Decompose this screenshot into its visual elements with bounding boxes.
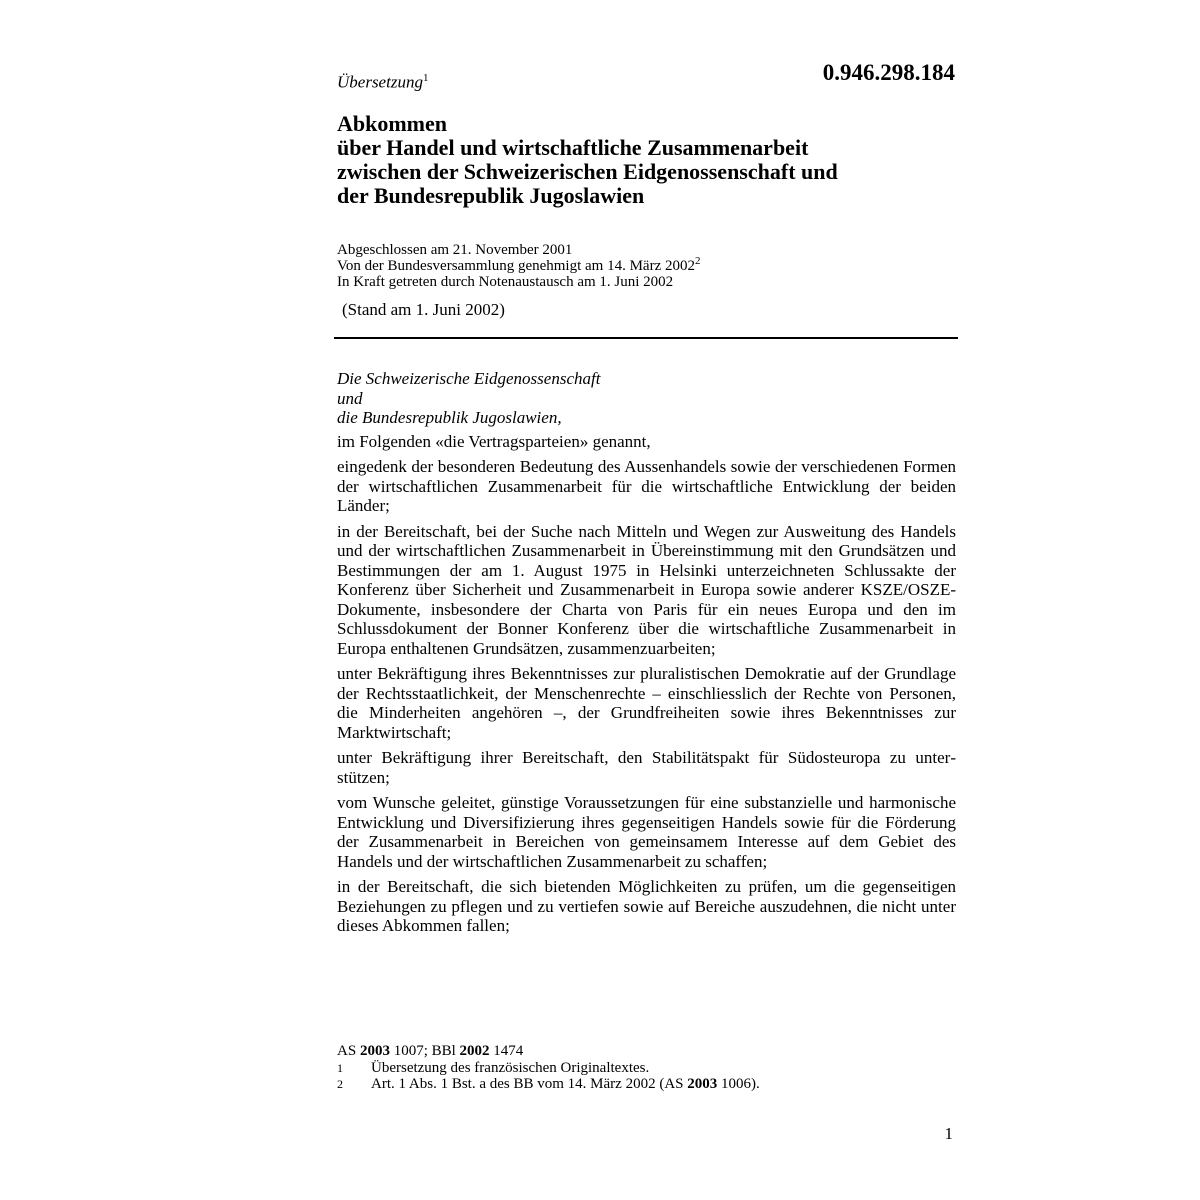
footnote-ref-2[interactable]: 2 <box>695 255 701 267</box>
concluded-date: Abgeschlossen am 21. November 2001 <box>337 242 573 258</box>
source-reference: AS 2003 1007; BBl 2002 1474 <box>337 1043 524 1059</box>
preamble-paragraph: unter Bekräftigung ihres Bekenntnisses zur pluralistischen Demokratie auf der Grundlage der Rechtsstaatlichkeit, der Menschenrechte – einschliesslich der Rechte von Personen, die Minderheiten angehören –, der Grundfreiheiten sowie ihres Bekenntnisses zur Marktwirtschaft; <box>337 664 956 742</box>
document-meta <box>337 242 701 290</box>
footnote-1 <box>337 1060 956 1077</box>
approved-text: Von der Bundesversammlung genehmigt am 14. März 2002 <box>337 258 695 274</box>
translation-text: Übersetzung <box>337 72 423 92</box>
approved-date <box>337 255 701 274</box>
footnote-number: 1 <box>337 1060 343 1075</box>
preamble-paragraph: im Folgenden «die Vertragsparteien» genannt, <box>337 431 651 451</box>
status-date: (Stand am 1. Juni 2002) <box>342 300 505 319</box>
preamble-paragraph: in der Bereitschaft, die sich bietenden Möglichkeiten zu prüfen, um die gegenseitigen Beziehungen zu pflegen und zu vertiefen sowie auf Bereiche auszudehnen, die nicht unter dieses Abkommen fallen; <box>337 877 956 935</box>
footnote-text: Art. 1 Abs. 1 Bst. a des BB vom 14. März 2002 (AS 2003 1006). <box>371 1076 760 1092</box>
title-line: der Bundesrepublik Jugoslawien <box>337 183 645 208</box>
sr-number: 0.946.298.184 <box>822 60 955 85</box>
document-title <box>337 112 977 208</box>
footnote-2 <box>337 1076 956 1093</box>
page-number: 1 <box>944 1124 953 1143</box>
conjunction: und <box>337 388 363 408</box>
party-2: die Bundesrepublik Jugoslawien, <box>337 408 562 427</box>
title-line: zwischen der Schweizerischen Eidgenossenschaft und <box>337 159 838 184</box>
preamble <box>337 369 956 942</box>
preamble-paragraph: unter Bekräftigung ihrer Bereitschaft, den Stabilitätspakt für Südosteuropa zu unterstützen; <box>337 748 956 787</box>
party-1: Die Schweizerische Eidgenossenschaft <box>337 369 601 388</box>
contracting-parties <box>337 369 956 428</box>
preamble-paragraph: in der Bereitschaft, bei der Suche nach Mitteln und Wegen zur Ausweitung des Handels und der wirtschaftlichen Zusammenarbeit in Übereinstimmung mit den Grundsätzen und Bestimmungen der am 1. August 1975 in Helsinki unterzeichneten Schlussakte der Konferenz über Sicherheit und Zusammenarbeit in Europa sowie anderer KSZE/OSZE-Dokumente, insbesondere der Charta von Paris für ein neues Europa und den im Schlussdokument der Bonner Konferenz über die wirtschaftliche Zusammenarbeit in Europa enthaltenen Grundsätzen, zusammenzuarbeiten; <box>337 521 956 658</box>
footnote-number: 2 <box>337 1077 343 1091</box>
in-force-date: In Kraft getreten durch Notenaustausch am 1. Juni 2002 <box>337 274 674 290</box>
footnote-ref-1[interactable]: 1 <box>422 72 429 84</box>
translation-label <box>337 72 428 93</box>
divider <box>334 337 958 339</box>
footnote-text: Übersetzung des französischen Originaltextes. <box>371 1059 650 1076</box>
preamble-paragraph: vom Wunsche geleitet, günstige Voraussetzungen für eine substanzielle und harmonische Entwicklung und Diversifizierung ihres gegenseitigen Handels sowie für die Förderung der Zusammenarbeit in Bereichen von gemeinsamem Interesse auf dem Gebiet des Handels und der wirtschaftlichen Zusammenarbeit zu schaffen; <box>337 793 956 871</box>
title-line: Abkommen <box>337 111 448 136</box>
title-line: über Handel und wirtschaftliche Zusammenarbeit <box>337 135 809 160</box>
preamble-paragraph: eingedenk der besonderen Bedeutung des Aussenhandels sowie der verschiedenen Formen der wirtschaftlichen Zusammenarbeit für die wirtschaftliche Entwicklung der beiden Länder; <box>337 457 956 515</box>
footnotes <box>337 1043 956 1093</box>
